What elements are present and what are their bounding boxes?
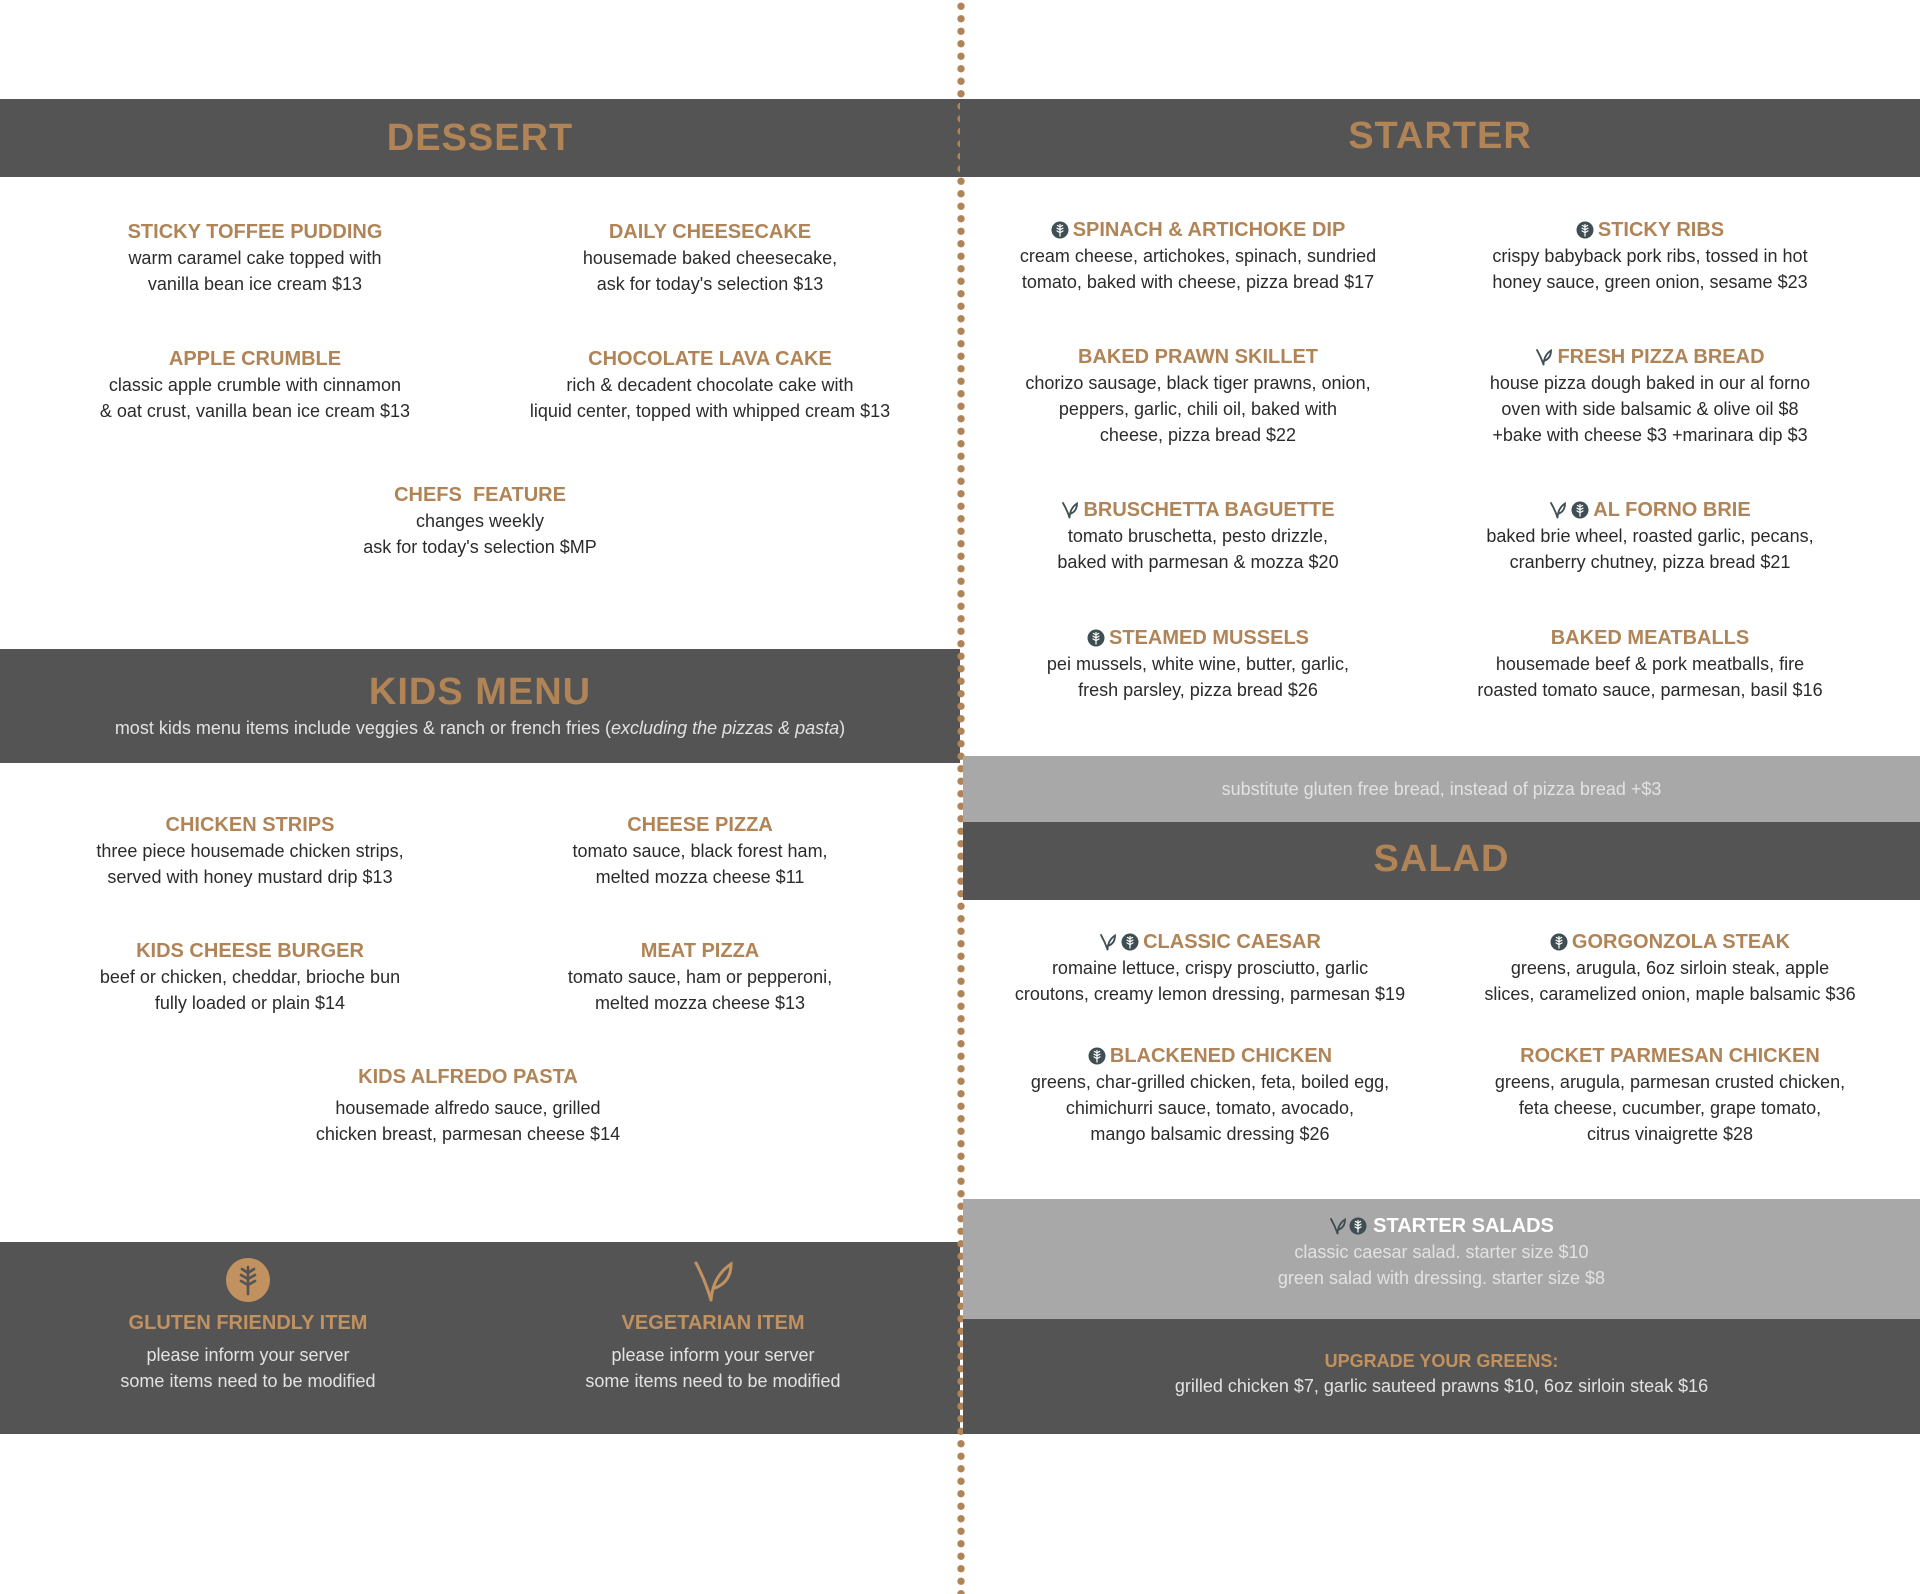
starter-header-band	[960, 99, 1920, 177]
menu-item	[280, 482, 680, 560]
leaf-icon	[1535, 348, 1553, 366]
item-name	[993, 344, 1403, 370]
leaf-icon	[1099, 933, 1117, 951]
menu-item	[1445, 625, 1855, 703]
item-desc: three piece housemade chicken strips, served with honey mustard drip $13	[96, 841, 404, 887]
starter-salads-heading	[963, 1213, 1920, 1239]
salad-header-band	[963, 822, 1920, 900]
kids-subtitle-text: most kids menu items include veggies & ranch or french fries (	[114, 718, 612, 738]
item-name	[993, 217, 1403, 243]
kids-header-band	[0, 649, 960, 763]
item-name-text: AL FORNO BRIE	[1593, 499, 1751, 521]
item-name-text: GORGONZOLA STEAK	[1571, 931, 1791, 953]
menu-item	[993, 497, 1403, 575]
dessert-title: DESSERT	[386, 117, 574, 159]
wheat-icon	[1087, 629, 1105, 647]
item-name-text: FRESH PIZZA BREAD	[1557, 346, 1765, 368]
item-name	[993, 625, 1403, 651]
item-name	[1445, 1043, 1895, 1069]
item-desc: housemade alfredo sauce, grilled chicken breast, parmesan cheese $14	[315, 1098, 621, 1144]
item-name: CHEESE PIZZA	[627, 814, 773, 836]
starter-title: STARTER	[1348, 115, 1532, 157]
item-desc: housemade baked cheesecake, ask for today's selection $13	[582, 248, 838, 294]
menu-item	[1445, 497, 1855, 575]
item-name: KIDS ALFREDO PASTA	[358, 1066, 578, 1088]
legend-vegetarian	[513, 1258, 913, 1394]
item-name	[1445, 344, 1855, 370]
item-name-text: ROCKET PARMESAN CHICKEN	[1520, 1045, 1820, 1067]
kids-subtitle-end: )	[839, 718, 846, 738]
item-name: APPLE CRUMBLE	[168, 348, 342, 370]
item-name	[1445, 625, 1855, 651]
item-name-text: CLASSIC CAESAR	[1143, 931, 1321, 953]
starter-salads-title: STARTER SALADS	[1373, 1215, 1554, 1237]
menu-item	[55, 219, 455, 297]
wheat-icon	[1349, 1217, 1367, 1235]
wheat-icon	[1571, 501, 1589, 519]
kids-title: KIDS MENU	[368, 671, 592, 713]
menu-item	[993, 625, 1403, 703]
wheat-icon	[1051, 221, 1069, 239]
menu-item	[993, 217, 1403, 295]
menu-item	[1445, 217, 1855, 295]
menu-item	[985, 1043, 1435, 1147]
kids-subtitle-italic: excluding the pizzas & pasta	[611, 718, 840, 738]
item-desc: tomato bruschetta, pesto drizzle, baked with parmesan & mozza $20	[1057, 526, 1339, 572]
kids-subtitle	[0, 715, 960, 741]
menu-item	[50, 812, 450, 890]
menu-item	[1445, 344, 1855, 448]
item-desc: romaine lettuce, crispy prosciutto, garlic croutons, creamy lemon dressing, parmesan $19	[1014, 958, 1406, 1004]
menu-item	[993, 344, 1403, 448]
item-desc: housemade beef & pork meatballs, fire roasted tomato sauce, parmesan, basil $16	[1477, 654, 1823, 700]
item-desc: classic apple crumble with cinnamon & oat crust, vanilla bean ice cream $13	[99, 375, 411, 421]
item-name: CHOCOLATE LAVA CAKE	[588, 348, 832, 370]
item-name	[993, 497, 1403, 523]
item-desc: greens, arugula, 6oz sirloin steak, apple slices, caramelized onion, maple balsamic $36	[1484, 958, 1856, 1004]
leaf-icon	[1549, 501, 1567, 519]
item-desc: rich & decadent chocolate cake with liquid center, topped with whipped cream $13	[529, 375, 891, 421]
menu-item	[268, 1064, 668, 1147]
item-name: STICKY TOFFEE PUDDING	[127, 221, 383, 243]
item-name: DAILY CHEESECAKE	[608, 221, 812, 243]
item-name-text: SPINACH & ARTICHOKE DIP	[1072, 219, 1346, 241]
wheat-icon	[1088, 1047, 1106, 1065]
item-name	[985, 929, 1435, 955]
menu-item	[500, 938, 900, 1016]
starter-salads-band	[963, 1199, 1920, 1319]
menu-item	[485, 346, 935, 424]
item-desc: tomato sauce, ham or pepperoni, melted mozza cheese $13	[567, 967, 833, 1013]
item-name-text: BAKED MEATBALLS	[1550, 627, 1750, 649]
item-desc: pei mussels, white wine, butter, garlic, fresh parsley, pizza bread $26	[1046, 654, 1350, 700]
item-desc: greens, char-grilled chicken, feta, boiled egg, chimichurri sauce, tomato, avocado, mango balsamic dressing $26	[1030, 1072, 1390, 1144]
dessert-header-band	[0, 99, 960, 177]
wheat-icon	[1121, 933, 1139, 951]
gluten-free-note: substitute gluten free bread, instead of pizza bread +$3	[1221, 779, 1662, 799]
item-name	[1445, 217, 1855, 243]
item-desc: beef or chicken, cheddar, brioche bun fully loaded or plain $14	[99, 967, 401, 1013]
legend-vegetarian-desc: please inform your server some items need to be modified	[585, 1345, 841, 1391]
leaf-icon	[1061, 501, 1079, 519]
gluten-free-note-band	[963, 756, 1920, 822]
menu-item	[500, 812, 900, 890]
item-name	[985, 1043, 1435, 1069]
upgrade-band	[963, 1319, 1920, 1434]
item-desc: crispy babyback pork ribs, tossed in hot honey sauce, green onion, sesame $23	[1492, 246, 1808, 292]
item-name	[1445, 929, 1895, 955]
menu-item	[1445, 929, 1895, 1007]
item-name-text: BRUSCHETTA BAGUETTE	[1083, 499, 1335, 521]
legend-band	[0, 1242, 960, 1434]
item-desc: baked brie wheel, roasted garlic, pecans, cranberry chutney, pizza bread $21	[1486, 526, 1814, 572]
item-name-text: BAKED PRAWN SKILLET	[1078, 346, 1318, 368]
leaf-icon	[691, 1258, 735, 1302]
item-name-text: STEAMED MUSSELS	[1108, 627, 1310, 649]
menu-item	[50, 938, 450, 1016]
menu-item	[985, 929, 1435, 1007]
legend-gluten-name: GLUTEN FRIENDLY ITEM	[128, 1312, 368, 1334]
item-desc: tomato sauce, black forest ham, melted mozza cheese $11	[572, 841, 828, 887]
legend-gluten	[48, 1258, 448, 1394]
item-name: CHICKEN STRIPS	[165, 814, 335, 836]
item-desc: cream cheese, artichokes, spinach, sundried tomato, baked with cheese, pizza bread $17	[1019, 246, 1377, 292]
item-name: CHEFS FEATURE	[394, 484, 566, 506]
item-desc: warm caramel cake topped with vanilla bean ice cream $13	[128, 248, 382, 294]
legend-vegetarian-name: VEGETARIAN ITEM	[621, 1312, 805, 1334]
upgrade-title: UPGRADE YOUR GREENS:	[1324, 1351, 1559, 1371]
item-name-text: STICKY RIBS	[1597, 219, 1725, 241]
wheat-icon	[1550, 933, 1568, 951]
item-name: MEAT PIZZA	[640, 940, 760, 962]
salad-title: SALAD	[1373, 838, 1510, 880]
item-desc: changes weekly ask for today's selection $MP	[363, 511, 597, 557]
item-name: KIDS CHEESE BURGER	[136, 940, 364, 962]
item-name-text: BLACKENED CHICKEN	[1109, 1045, 1333, 1067]
leaf-icon	[1329, 1217, 1347, 1235]
menu-item	[485, 219, 935, 297]
starter-salads-desc: classic caesar salad. starter size $10 green salad with dressing. starter size $8	[1277, 1242, 1606, 1288]
menu-item	[1445, 1043, 1895, 1147]
legend-gluten-desc: please inform your server some items need to be modified	[120, 1345, 376, 1391]
wheat-icon	[1576, 221, 1594, 239]
upgrade-desc: grilled chicken $7, garlic sauteed prawns $10, 6oz sirloin steak $16	[1174, 1376, 1709, 1396]
item-desc: chorizo sausage, black tiger prawns, onion, peppers, garlic, chili oil, baked with cheese, pizza bread $22	[1025, 373, 1371, 445]
starter-salads-icons	[1329, 1217, 1367, 1235]
menu-item	[55, 346, 455, 424]
item-desc: greens, arugula, parmesan crusted chicken, feta cheese, cucumber, grape tomato, citrus vinaigrette $28	[1494, 1072, 1846, 1144]
wheat-icon	[226, 1258, 270, 1302]
item-desc: house pizza dough baked in our al forno oven with side balsamic & olive oil $8 +bake with cheese $3 +marinara dip $3	[1489, 373, 1811, 445]
item-name	[1445, 497, 1855, 523]
